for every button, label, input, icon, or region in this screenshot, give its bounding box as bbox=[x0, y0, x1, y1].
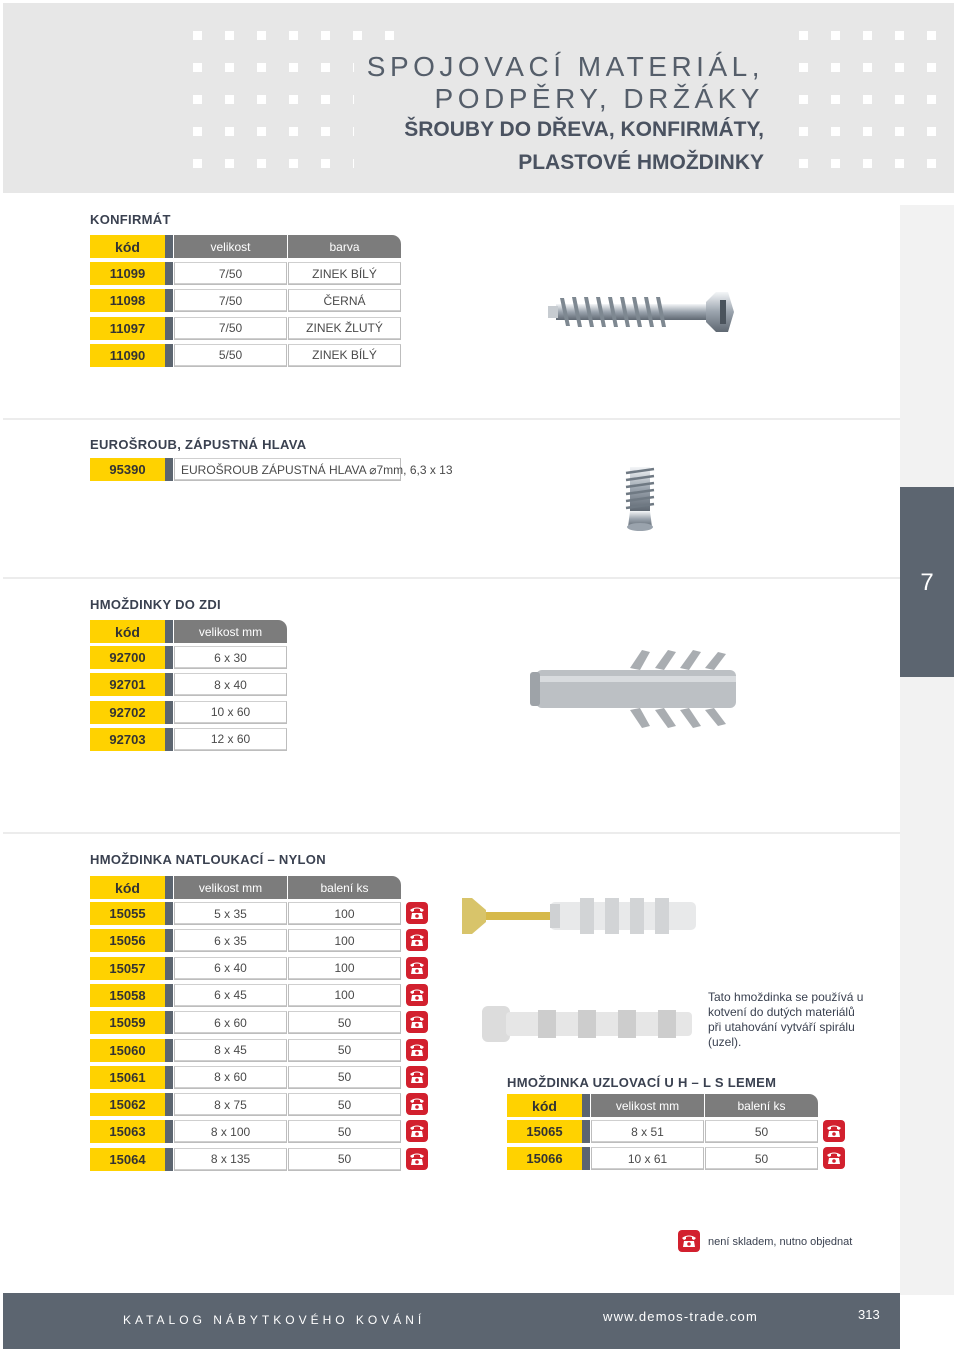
page-footer bbox=[3, 1293, 900, 1349]
phone-icon bbox=[678, 1230, 700, 1252]
product-color: ZINEK ŽLUTÝ bbox=[288, 317, 401, 340]
product-size: 8 x 40 bbox=[174, 673, 287, 696]
row-marker bbox=[165, 957, 173, 980]
header-dot bbox=[895, 63, 904, 72]
product-size: 8 x 51 bbox=[591, 1120, 704, 1143]
konfirmat-screw-image bbox=[548, 288, 738, 336]
product-pack: 50 bbox=[705, 1147, 818, 1170]
product-description: EUROŠROUB ZÁPUSTNÁ HLAVA ⌀7mm, 6,3 x 13 bbox=[174, 458, 401, 481]
phone-icon bbox=[406, 957, 428, 979]
right-margin-strip bbox=[900, 205, 954, 1295]
header-dot bbox=[895, 159, 904, 168]
header-dot bbox=[257, 127, 266, 136]
header-dot bbox=[863, 63, 872, 72]
header-size: velikost mm bbox=[591, 1094, 704, 1117]
row-marker bbox=[165, 1039, 173, 1062]
phone-icon bbox=[406, 902, 428, 924]
header-dot bbox=[257, 95, 266, 104]
header-dot bbox=[225, 63, 234, 72]
row-marker bbox=[165, 235, 173, 258]
row-marker bbox=[165, 984, 173, 1007]
header-dot bbox=[831, 159, 840, 168]
header-dot bbox=[831, 63, 840, 72]
phone-icon bbox=[406, 1066, 428, 1088]
product-code: 15055 bbox=[90, 902, 165, 925]
footer-website-link[interactable]: www.demos-trade.com bbox=[603, 1309, 759, 1324]
row-marker bbox=[165, 646, 173, 669]
header-dot bbox=[863, 127, 872, 136]
header-pack: balení ks bbox=[288, 876, 401, 899]
row-marker bbox=[582, 1120, 590, 1143]
row-marker bbox=[165, 876, 173, 899]
row-marker bbox=[165, 673, 173, 696]
product-size: 6 x 45 bbox=[174, 984, 287, 1007]
header-dot bbox=[895, 127, 904, 136]
product-pack: 50 bbox=[288, 1066, 401, 1089]
header-dot bbox=[863, 159, 872, 168]
section-divider bbox=[3, 418, 900, 420]
header-dot bbox=[385, 31, 394, 40]
row-marker bbox=[165, 1093, 173, 1116]
header-dot bbox=[257, 63, 266, 72]
header-size: velikost mm bbox=[174, 876, 287, 899]
product-code: 11097 bbox=[90, 317, 165, 340]
phone-icon bbox=[823, 1147, 845, 1169]
header-dot bbox=[927, 159, 936, 168]
header-dot bbox=[799, 31, 808, 40]
phone-icon bbox=[823, 1120, 845, 1142]
product-size: 6 x 35 bbox=[174, 929, 287, 952]
product-pack: 50 bbox=[288, 1039, 401, 1062]
header-dot bbox=[289, 95, 298, 104]
product-code: 15066 bbox=[507, 1147, 582, 1170]
row-marker bbox=[165, 458, 173, 481]
header-size: velikost mm bbox=[174, 620, 287, 643]
header-dot bbox=[257, 31, 266, 40]
row-marker bbox=[165, 728, 173, 751]
product-pack: 50 bbox=[705, 1120, 818, 1143]
knot-plug-image bbox=[478, 996, 698, 1052]
header-dot bbox=[289, 63, 298, 72]
phone-icon bbox=[406, 1011, 428, 1033]
row-marker bbox=[165, 317, 173, 340]
page-title-line2: PODPĚRY, DRŽÁKY bbox=[434, 83, 764, 114]
section-divider bbox=[3, 577, 900, 579]
header-dot bbox=[289, 127, 298, 136]
product-code: 15064 bbox=[90, 1148, 165, 1171]
product-code: 15058 bbox=[90, 984, 165, 1007]
product-code: 15063 bbox=[90, 1120, 165, 1143]
header-dot bbox=[193, 127, 202, 136]
header-dot bbox=[799, 159, 808, 168]
product-size: 7/50 bbox=[174, 289, 287, 312]
product-pack: 50 bbox=[288, 1011, 401, 1034]
product-pack: 100 bbox=[288, 929, 401, 952]
page-subtitle-line1: ŠROUBY DO DŘEVA, KONFIRMÁTY, bbox=[404, 118, 764, 141]
product-code: 15056 bbox=[90, 929, 165, 952]
header-dot bbox=[863, 31, 872, 40]
row-marker bbox=[165, 1148, 173, 1171]
product-size: 7/50 bbox=[174, 262, 287, 285]
eurosroub-image bbox=[622, 465, 658, 533]
header-dot bbox=[831, 95, 840, 104]
product-code: 15062 bbox=[90, 1093, 165, 1116]
row-marker bbox=[165, 1011, 173, 1034]
row-marker bbox=[165, 289, 173, 312]
row-marker bbox=[582, 1094, 590, 1117]
header-dot bbox=[321, 31, 330, 40]
product-code: 15061 bbox=[90, 1066, 165, 1089]
header-dot bbox=[289, 31, 298, 40]
product-pack: 50 bbox=[288, 1148, 401, 1171]
header-dot bbox=[863, 95, 872, 104]
chapter-number: 7 bbox=[920, 569, 934, 596]
product-size: 5/50 bbox=[174, 344, 287, 367]
phone-icon bbox=[406, 1148, 428, 1170]
header-dot bbox=[927, 63, 936, 72]
header-dot bbox=[193, 95, 202, 104]
phone-icon bbox=[406, 929, 428, 951]
product-code: 92703 bbox=[90, 728, 165, 751]
product-size: 10 x 60 bbox=[174, 701, 287, 724]
header-dot bbox=[927, 95, 936, 104]
header-code: kód bbox=[90, 876, 165, 899]
header-dot bbox=[895, 31, 904, 40]
header-dot bbox=[927, 31, 936, 40]
header-dot bbox=[193, 159, 202, 168]
header-dot bbox=[225, 31, 234, 40]
product-code: 11090 bbox=[90, 344, 165, 367]
header-dot bbox=[321, 127, 330, 136]
section-title-natloukaci: HMOŽDINKA NATLOUKACÍ – NYLON bbox=[90, 852, 326, 867]
header-dot bbox=[289, 159, 298, 168]
header-dot bbox=[895, 95, 904, 104]
product-size: 12 x 60 bbox=[174, 728, 287, 751]
product-size: 6 x 30 bbox=[174, 646, 287, 669]
nylon-hammer-plug-image bbox=[460, 892, 700, 940]
row-marker bbox=[165, 1120, 173, 1143]
section-title-eurosroub: EUROŠROUB, ZÁPUSTNÁ HLAVA bbox=[90, 437, 307, 452]
row-marker bbox=[165, 620, 173, 643]
header-dot bbox=[799, 127, 808, 136]
product-color: ČERNÁ bbox=[288, 289, 401, 312]
header-dot bbox=[225, 127, 234, 136]
header-color: barva bbox=[288, 235, 401, 258]
row-marker bbox=[165, 701, 173, 724]
product-color: ZINEK BÍLÝ bbox=[288, 344, 401, 367]
header-code: kód bbox=[90, 620, 165, 643]
product-size: 10 x 61 bbox=[591, 1147, 704, 1170]
product-code: 15057 bbox=[90, 957, 165, 980]
header-dot bbox=[321, 95, 330, 104]
page-header bbox=[3, 3, 954, 193]
product-pack: 50 bbox=[288, 1120, 401, 1143]
header-title-box bbox=[354, 47, 774, 182]
legend-text: není skladem, nutno objednat bbox=[708, 1236, 853, 1248]
header-size: velikost bbox=[174, 235, 287, 258]
product-code: 15065 bbox=[507, 1120, 582, 1143]
row-marker bbox=[165, 262, 173, 285]
header-code: kód bbox=[90, 235, 165, 258]
product-code: 92702 bbox=[90, 701, 165, 724]
product-pack: 100 bbox=[288, 902, 401, 925]
phone-icon bbox=[406, 1039, 428, 1061]
header-code: kód bbox=[507, 1094, 582, 1117]
phone-icon bbox=[406, 984, 428, 1006]
product-code: 11099 bbox=[90, 262, 165, 285]
product-code: 95390 bbox=[90, 458, 165, 481]
header-dot bbox=[799, 63, 808, 72]
product-size: 8 x 60 bbox=[174, 1066, 287, 1089]
product-pack: 100 bbox=[288, 957, 401, 980]
section-divider bbox=[3, 832, 900, 834]
product-size: 8 x 45 bbox=[174, 1039, 287, 1062]
product-size: 8 x 100 bbox=[174, 1120, 287, 1143]
section-title-hmozdinky: HMOŽDINKY DO ZDI bbox=[90, 597, 221, 612]
header-dot bbox=[799, 95, 808, 104]
header-dot bbox=[321, 63, 330, 72]
product-size: 5 x 35 bbox=[174, 902, 287, 925]
chapter-tab[interactable] bbox=[900, 487, 954, 677]
product-note: Tato hmoždinka se používá u kotvení do dutých materiálů při utahování vytváří spirálu (uzel). bbox=[708, 990, 864, 1049]
header-dot bbox=[353, 31, 362, 40]
header-dot bbox=[225, 95, 234, 104]
phone-icon bbox=[406, 1120, 428, 1142]
phone-icon bbox=[406, 1093, 428, 1115]
row-marker bbox=[165, 344, 173, 367]
header-dot bbox=[193, 31, 202, 40]
header-dot bbox=[831, 127, 840, 136]
footer-catalog-name: KATALOG NÁBYTKOVÉHO KOVÁNÍ bbox=[123, 1313, 426, 1327]
row-marker bbox=[165, 1066, 173, 1089]
page-title-line1: SPOJOVACÍ MATERIÁL, bbox=[366, 51, 764, 82]
row-marker bbox=[165, 902, 173, 925]
wall-plug-image bbox=[530, 648, 750, 730]
product-code: 15060 bbox=[90, 1039, 165, 1062]
product-code: 11098 bbox=[90, 289, 165, 312]
product-code: 15059 bbox=[90, 1011, 165, 1034]
page-number: 313 bbox=[858, 1307, 880, 1322]
product-size: 8 x 75 bbox=[174, 1093, 287, 1116]
header-dot bbox=[831, 31, 840, 40]
row-marker bbox=[582, 1147, 590, 1170]
product-size: 6 x 60 bbox=[174, 1011, 287, 1034]
product-code: 92701 bbox=[90, 673, 165, 696]
product-size: 7/50 bbox=[174, 317, 287, 340]
header-pack: balení ks bbox=[705, 1094, 818, 1117]
product-pack: 50 bbox=[288, 1093, 401, 1116]
header-dot bbox=[225, 159, 234, 168]
page-subtitle-line2: PLASTOVÉ HMOŽDINKY bbox=[518, 151, 764, 174]
product-size: 6 x 40 bbox=[174, 957, 287, 980]
section-title-konfirmat: KONFIRMÁT bbox=[90, 212, 171, 227]
header-dot bbox=[257, 159, 266, 168]
product-pack: 100 bbox=[288, 984, 401, 1007]
section-title-uzlovaci: HMOŽDINKA UZLOVACÍ U H – L S LEMEM bbox=[507, 1075, 777, 1090]
row-marker bbox=[165, 929, 173, 952]
product-color: ZINEK BÍLÝ bbox=[288, 262, 401, 285]
header-dot bbox=[193, 63, 202, 72]
product-size: 8 x 135 bbox=[174, 1148, 287, 1171]
header-dot bbox=[927, 127, 936, 136]
product-code: 92700 bbox=[90, 646, 165, 669]
header-dot bbox=[321, 159, 330, 168]
